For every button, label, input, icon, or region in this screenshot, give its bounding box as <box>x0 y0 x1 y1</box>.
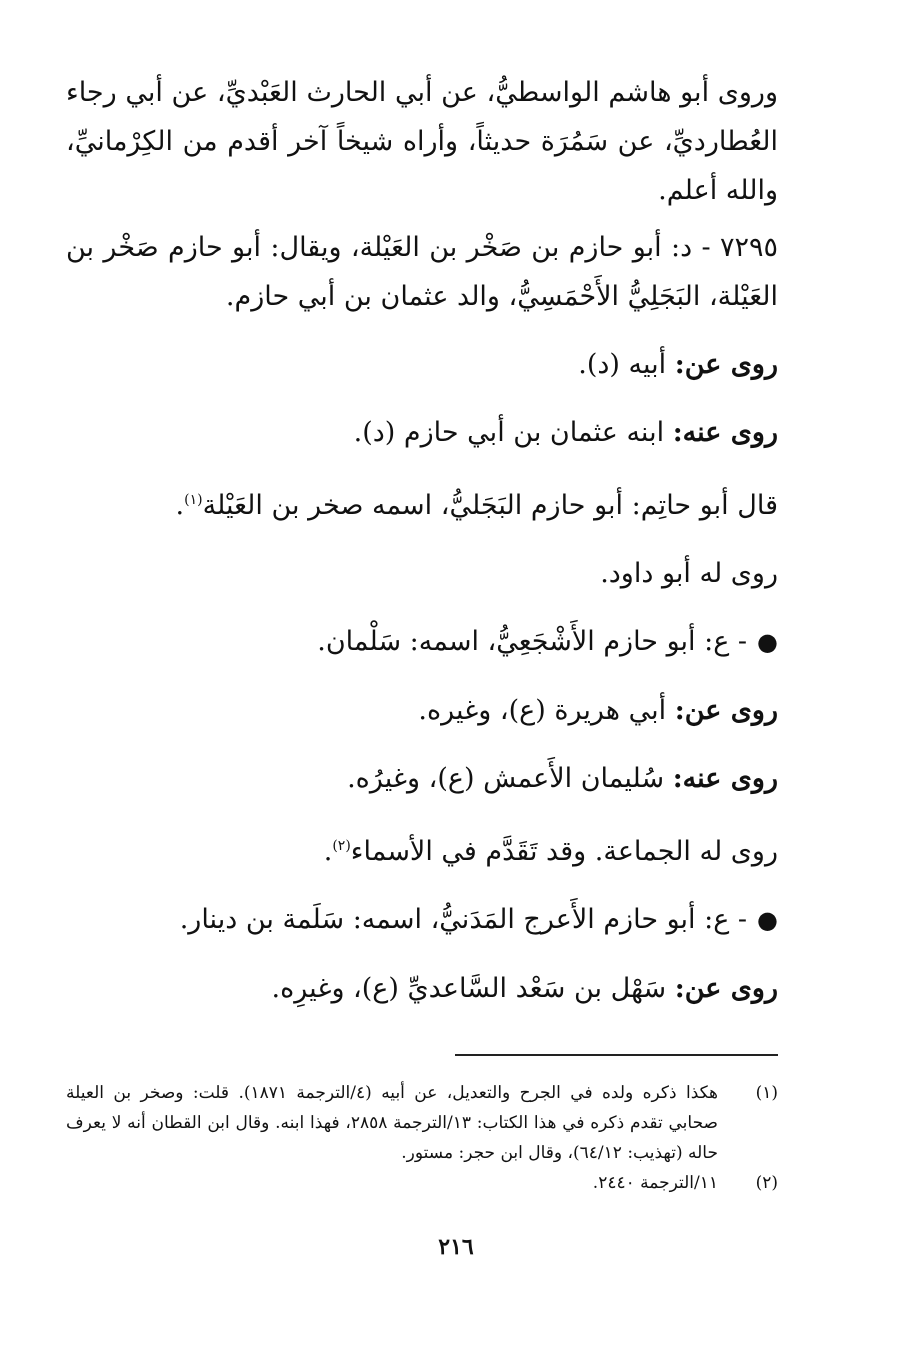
value: - ع: أبو حازم الأَشْجَعِيُّ، اسمه: سَلْمان. <box>317 626 748 657</box>
narrated-from-line <box>66 686 778 735</box>
value: قال أبو حاتِم: أبو حازم البَجَليُّ، اسمه صخر بن العَيْلة <box>202 490 778 521</box>
entry-ashjai <box>66 617 778 667</box>
label: روى عن: <box>674 973 778 1004</box>
abu-hatim-line <box>66 476 778 530</box>
label: روى عن: <box>674 695 778 726</box>
paragraph-narration: وروى أبو هاشم الواسطيُّ، عن أبي الحارث العَبْديِّ، عن أبي رجاء العُطارديِّ، عن سَمُرَة حديثاً، وأراه شيخاً آخر أقدم من الكِرْمانيِّ، والله أعلم. <box>66 77 778 206</box>
bullet-icon: ● <box>757 906 778 934</box>
footnote-number: (٢) <box>755 1173 778 1193</box>
main-text <box>66 68 778 1013</box>
footnote-ref[interactable]: (١) <box>184 492 203 508</box>
narrated-from-line <box>66 340 778 389</box>
value: ابنه عثمان بن أبي حازم (د). <box>353 417 665 448</box>
footnote-number: (١) <box>755 1083 778 1103</box>
label: روى عنه: <box>672 763 778 794</box>
bullet-icon: ● <box>757 628 778 656</box>
entry-araj <box>66 895 778 945</box>
footnote-text: هكذا ذكره ولده في الجرح والتعديل، عن أبيه (٤/الترجمة ١٨٧١). قلت: وصخر بن العيلة صحابي تقدم ذكره في هذا الكتاب: ١٣/الترجمة ٢٨٥٨، فهذا ابنه. وقال ابن القطان أنه لا يعرف حاله (تهذيب: ٦٤/١٢)، وقال ابن حجر: مستور. <box>66 1083 718 1163</box>
footnote-text: ١١/الترجمة ٢٤٤٠. <box>592 1173 718 1193</box>
narrated-by-line <box>66 754 778 803</box>
footnote-1 <box>66 1078 778 1168</box>
value: أبي هريرة (ع)، وغيره. <box>418 695 667 726</box>
footnote-ref[interactable]: (٢) <box>332 838 351 854</box>
narrated-from-line <box>66 964 778 1013</box>
value: - ع: أبو حازم الأَعرج المَدَنيُّ، اسمه: سَلَمة بن دينار. <box>179 904 748 935</box>
end-mark: . <box>175 490 185 521</box>
value: أبيه (د). <box>578 349 667 380</box>
value: سُليمان الأَعمش (ع)، وغيرُه. <box>347 763 665 794</box>
label: روى عن: <box>674 349 778 380</box>
jamaa-line <box>66 822 778 876</box>
footnotes <box>66 1078 778 1198</box>
entry-heading-7295: ٧٢٩٥ - د: أبو حازم بن صَخْر بن العَيْلة، ويقال: أبو حازم صَخْر بن العَيْلة، البَجَلِيُّ الأَحْمَسِيُّ، والد عثمان بن أبي حازم. <box>66 232 778 312</box>
value: سَهْل بن سَعْد السَّاعديِّ (ع)، وغيرِه. <box>271 973 667 1004</box>
footnote-separator <box>455 1054 778 1056</box>
end-mark: . <box>323 836 333 867</box>
footnote-2 <box>66 1168 778 1198</box>
narrated-by-line <box>66 408 778 457</box>
narrated-by-abu-dawud: روى له أبو داود. <box>600 558 778 589</box>
page-number: ٢١٦ <box>438 1234 474 1260</box>
value: روى له الجماعة. وقد تَقَدَّم في الأسماء <box>350 836 778 867</box>
label: روى عنه: <box>672 417 778 448</box>
